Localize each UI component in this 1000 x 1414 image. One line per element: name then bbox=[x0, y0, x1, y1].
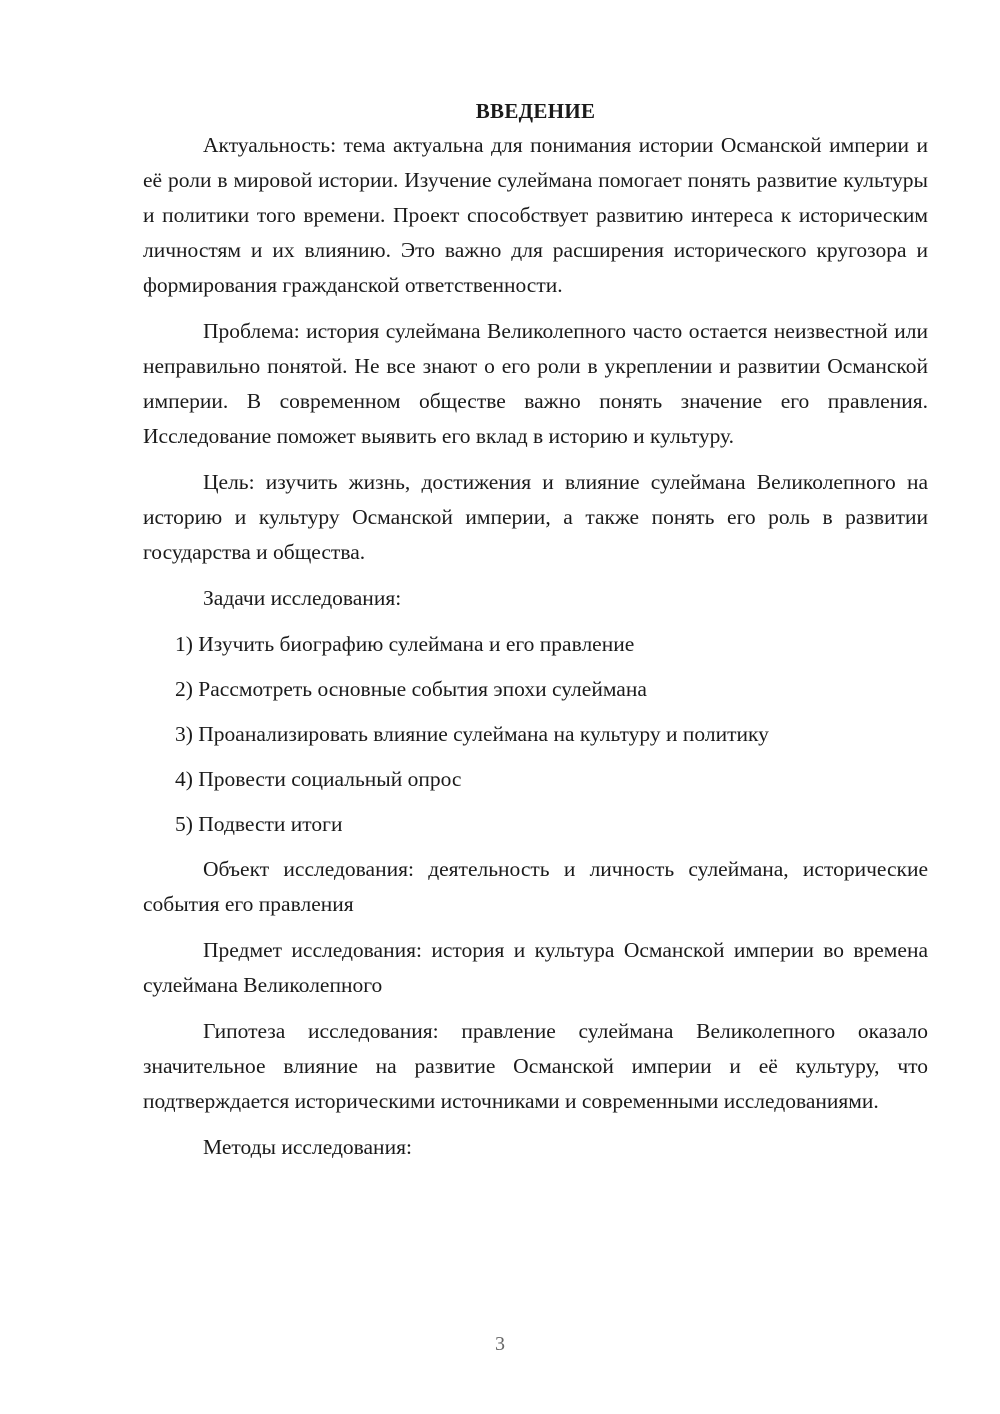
methods-paragraph: Методы исследования: bbox=[203, 1135, 412, 1159]
list-item: 2) Рассмотреть основные события эпохи сулеймана bbox=[175, 677, 647, 701]
relevance-paragraph: Актуальность: тема актуальна для понимания истории Османской империи и её роли в мировой истории. Изучение сулеймана помогает понять развитие культуры и политики того времени. Проект способствует развитию интереса к историческим личностям и их влиянию. Это важно для расширения исторического кругозора и формирования гражданской ответственности. bbox=[143, 133, 928, 297]
list-item: 5) Подвести итоги bbox=[175, 812, 343, 836]
subject-paragraph: Предмет исследования: история и культура Османской империи во времена сулеймана Великолепного bbox=[143, 938, 928, 997]
list-item: 3) Проанализировать влияние сулеймана на культуру и политику bbox=[175, 722, 769, 746]
object-paragraph: Объект исследования: деятельность и личность сулеймана, исторические события его правления bbox=[143, 857, 928, 916]
list-item: 4) Провести социальный опрос bbox=[175, 767, 462, 791]
tasks-heading: Задачи исследования: bbox=[203, 586, 402, 610]
page-title: ВВЕДЕНИЕ bbox=[475, 99, 596, 123]
hypothesis-paragraph: Гипотеза исследования: правление сулеймана Великолепного оказало значительное влияние на развитие Османской империи и её культуру, что подтверждается историческими источниками и современными исследованиями. bbox=[143, 1019, 928, 1113]
list-item: 1) Изучить биографию сулеймана и его правление bbox=[175, 632, 635, 656]
page-number: 3 bbox=[495, 1333, 505, 1355]
goal-paragraph: Цель: изучить жизнь, достижения и влияние сулеймана Великолепного на историю и культуру Османской империи, а также понять его роль в развитии государства и общества. bbox=[143, 470, 928, 564]
document-page bbox=[143, 96, 928, 1176]
problem-paragraph: Проблема: история сулеймана Великолепного часто остается неизвестной или неправильно понятой. Не все знают о его роли в укреплении и развитии Османской империи. В современном обществе важно понять значение его правления. Исследование поможет выявить его вклад в историю и культуру. bbox=[143, 319, 928, 448]
tasks-list bbox=[143, 627, 928, 842]
